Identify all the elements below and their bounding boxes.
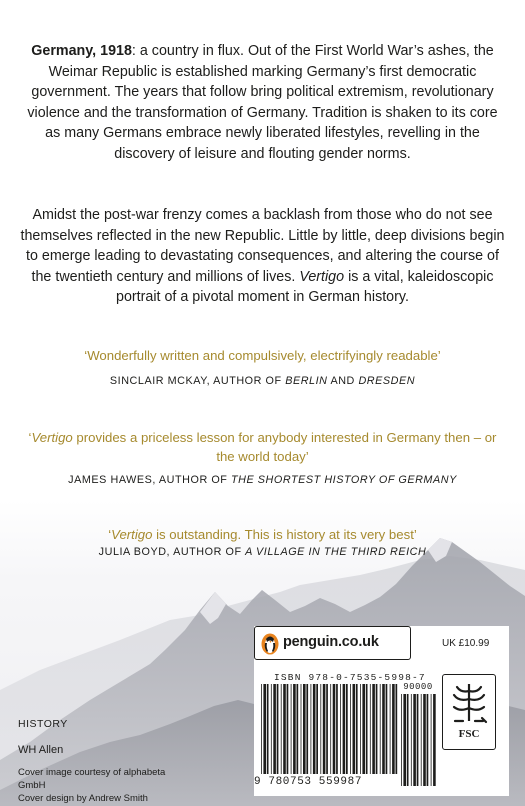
barcode-bar <box>340 684 341 774</box>
quote-title: Vertigo <box>111 527 153 542</box>
fsc-tree-logo-icon <box>449 681 489 725</box>
opening-phrase: Germany, 1918 <box>31 43 132 59</box>
barcode-bar <box>311 684 312 774</box>
barcode-bar <box>320 684 321 774</box>
barcode-bar <box>261 684 262 774</box>
review-quote-3 <box>18 525 507 544</box>
barcode-bar <box>346 684 348 774</box>
barcode-bar <box>380 684 381 774</box>
attribution-text: JULIA BOYD, AUTHOR OF <box>98 546 246 558</box>
penguin-logo-icon <box>261 633 279 655</box>
attribution-text: SINCLAIR MCKAY, AUTHOR OF <box>109 375 286 387</box>
description-paragraph-1 <box>18 41 507 164</box>
review-attribution-3 <box>18 546 507 558</box>
barcode-bar <box>362 684 365 774</box>
barcode-bar <box>372 684 375 774</box>
barcode-bars <box>260 684 402 786</box>
description-paragraph-2 <box>18 205 507 308</box>
fsc-label: FSC <box>458 728 480 740</box>
barcode-bar <box>350 684 351 774</box>
barcode-bar <box>433 694 436 786</box>
barcode-bar <box>356 684 358 774</box>
barcode-bar <box>390 684 391 774</box>
quote-text: ‘ <box>28 430 32 445</box>
genre-label: HISTORY <box>18 718 68 730</box>
barcode-bar <box>421 694 422 786</box>
barcode-bar <box>401 694 402 786</box>
barcode-bar <box>407 694 409 786</box>
barcode-bar <box>323 684 326 774</box>
barcode-bar <box>316 684 318 774</box>
barcode-bar <box>403 694 406 786</box>
book-title-mention: Vertigo <box>299 268 345 285</box>
review-attribution-2 <box>18 474 507 486</box>
barcode-bar <box>330 684 331 774</box>
barcode-bar <box>287 684 289 774</box>
publisher-imprint: WH Allen <box>18 744 64 756</box>
barcode-bar <box>382 684 385 774</box>
barcode-bar <box>353 684 356 774</box>
attribution-book-title: DRESDEN <box>358 375 416 387</box>
attribution-book-title: A VILLAGE IN THE THIRD REICH <box>245 546 427 558</box>
publisher-website: penguin.co.uk <box>283 634 379 650</box>
barcode-panel <box>254 626 509 796</box>
review-attribution-1 <box>18 375 507 387</box>
attribution-text: AND <box>327 375 359 387</box>
barcode-bar <box>313 684 316 774</box>
barcode-bar <box>360 684 361 774</box>
attribution-book-title: BERLIN <box>285 375 328 387</box>
barcode-bar <box>431 694 432 786</box>
design-credit: Cover design by Andrew Smith <box>18 793 148 804</box>
barcode-digits: 9 780753 559987 <box>254 776 363 788</box>
barcode-bar <box>297 684 299 774</box>
quote-text: provides a priceless lesson for anybody interested in Germany then – or the world today’ <box>72 430 497 464</box>
barcode-addon-bars <box>400 694 436 786</box>
barcode-bar <box>281 684 282 774</box>
price-label: UK £10.99 <box>442 638 490 649</box>
attribution-book-title: THE SHORTEST HISTORY OF GERMANY <box>231 474 457 486</box>
barcode-bar <box>336 684 338 774</box>
barcode-bar <box>417 694 419 786</box>
barcode-bar <box>386 684 388 774</box>
image-credit: Cover image courtesy of alphabeta GmbH <box>18 767 166 791</box>
review-quote-2 <box>18 428 507 466</box>
barcode-bar <box>271 684 272 774</box>
barcode-bar <box>273 684 276 774</box>
barcode-bar <box>392 684 395 774</box>
barcode-bar <box>303 684 306 774</box>
review-quote-1 <box>18 346 507 365</box>
quote-text: ‘ <box>108 527 112 542</box>
barcode-bar <box>343 684 346 774</box>
barcode-bar <box>411 694 412 786</box>
barcode-bar <box>326 684 328 774</box>
barcode-bar <box>396 684 398 774</box>
barcode-bar <box>306 684 308 774</box>
barcode-bar <box>277 684 279 774</box>
barcode-addon-digits: 90000 <box>403 682 433 692</box>
barcode-bar <box>263 684 266 774</box>
barcode-bar <box>333 684 336 774</box>
barcode-bar <box>291 684 292 774</box>
fsc-certification-box <box>442 674 496 750</box>
barcode-bar <box>283 684 286 774</box>
paragraph-1-text: : a country in flux. Out of the First World War’s ashes, the Weimar Republic is established marking Germany’s first democratic government. The years that follow bring political extremism, revolutionary violence and the transformation of Germany. Tradition is shaken to its core as many Germans embrace newly liberated lifestyles, revelling in the discovery of leisure and flouting gender norms. <box>27 43 498 162</box>
isbn-text: ISBN 978-0-7535-5998-7 <box>274 672 426 683</box>
attribution-text: JAMES HAWES, AUTHOR OF <box>68 474 231 486</box>
quote-text: is outstanding. This is history at its very best’ <box>152 527 417 542</box>
publisher-url-box <box>254 626 411 660</box>
paragraph-2-text-b: is a vital, kaleidoscopic portrait of a pivotal moment in German history. <box>116 268 494 305</box>
quote-title: Vertigo <box>31 430 73 445</box>
paragraph-2-text-a: Amidst the post-war frenzy comes a backlash from those who do not see themselves reflected in the new Republic. Little by little, deep divisions begin to emerge leading to devastating consequences, and altering the course of the twentieth century and millions of lives. <box>20 207 505 285</box>
barcode-bar <box>423 694 426 786</box>
barcode-bar <box>376 684 378 774</box>
barcode-bar <box>267 684 269 774</box>
barcode-bar <box>301 684 302 774</box>
barcode-bar <box>366 684 368 774</box>
barcode-bar <box>293 684 296 774</box>
quote-text: ‘Wonderfully written and compulsively, electrifyingly readable’ <box>84 348 441 363</box>
barcode-bar <box>370 684 371 774</box>
barcode-bar <box>413 694 416 786</box>
barcode-bar <box>427 694 429 786</box>
